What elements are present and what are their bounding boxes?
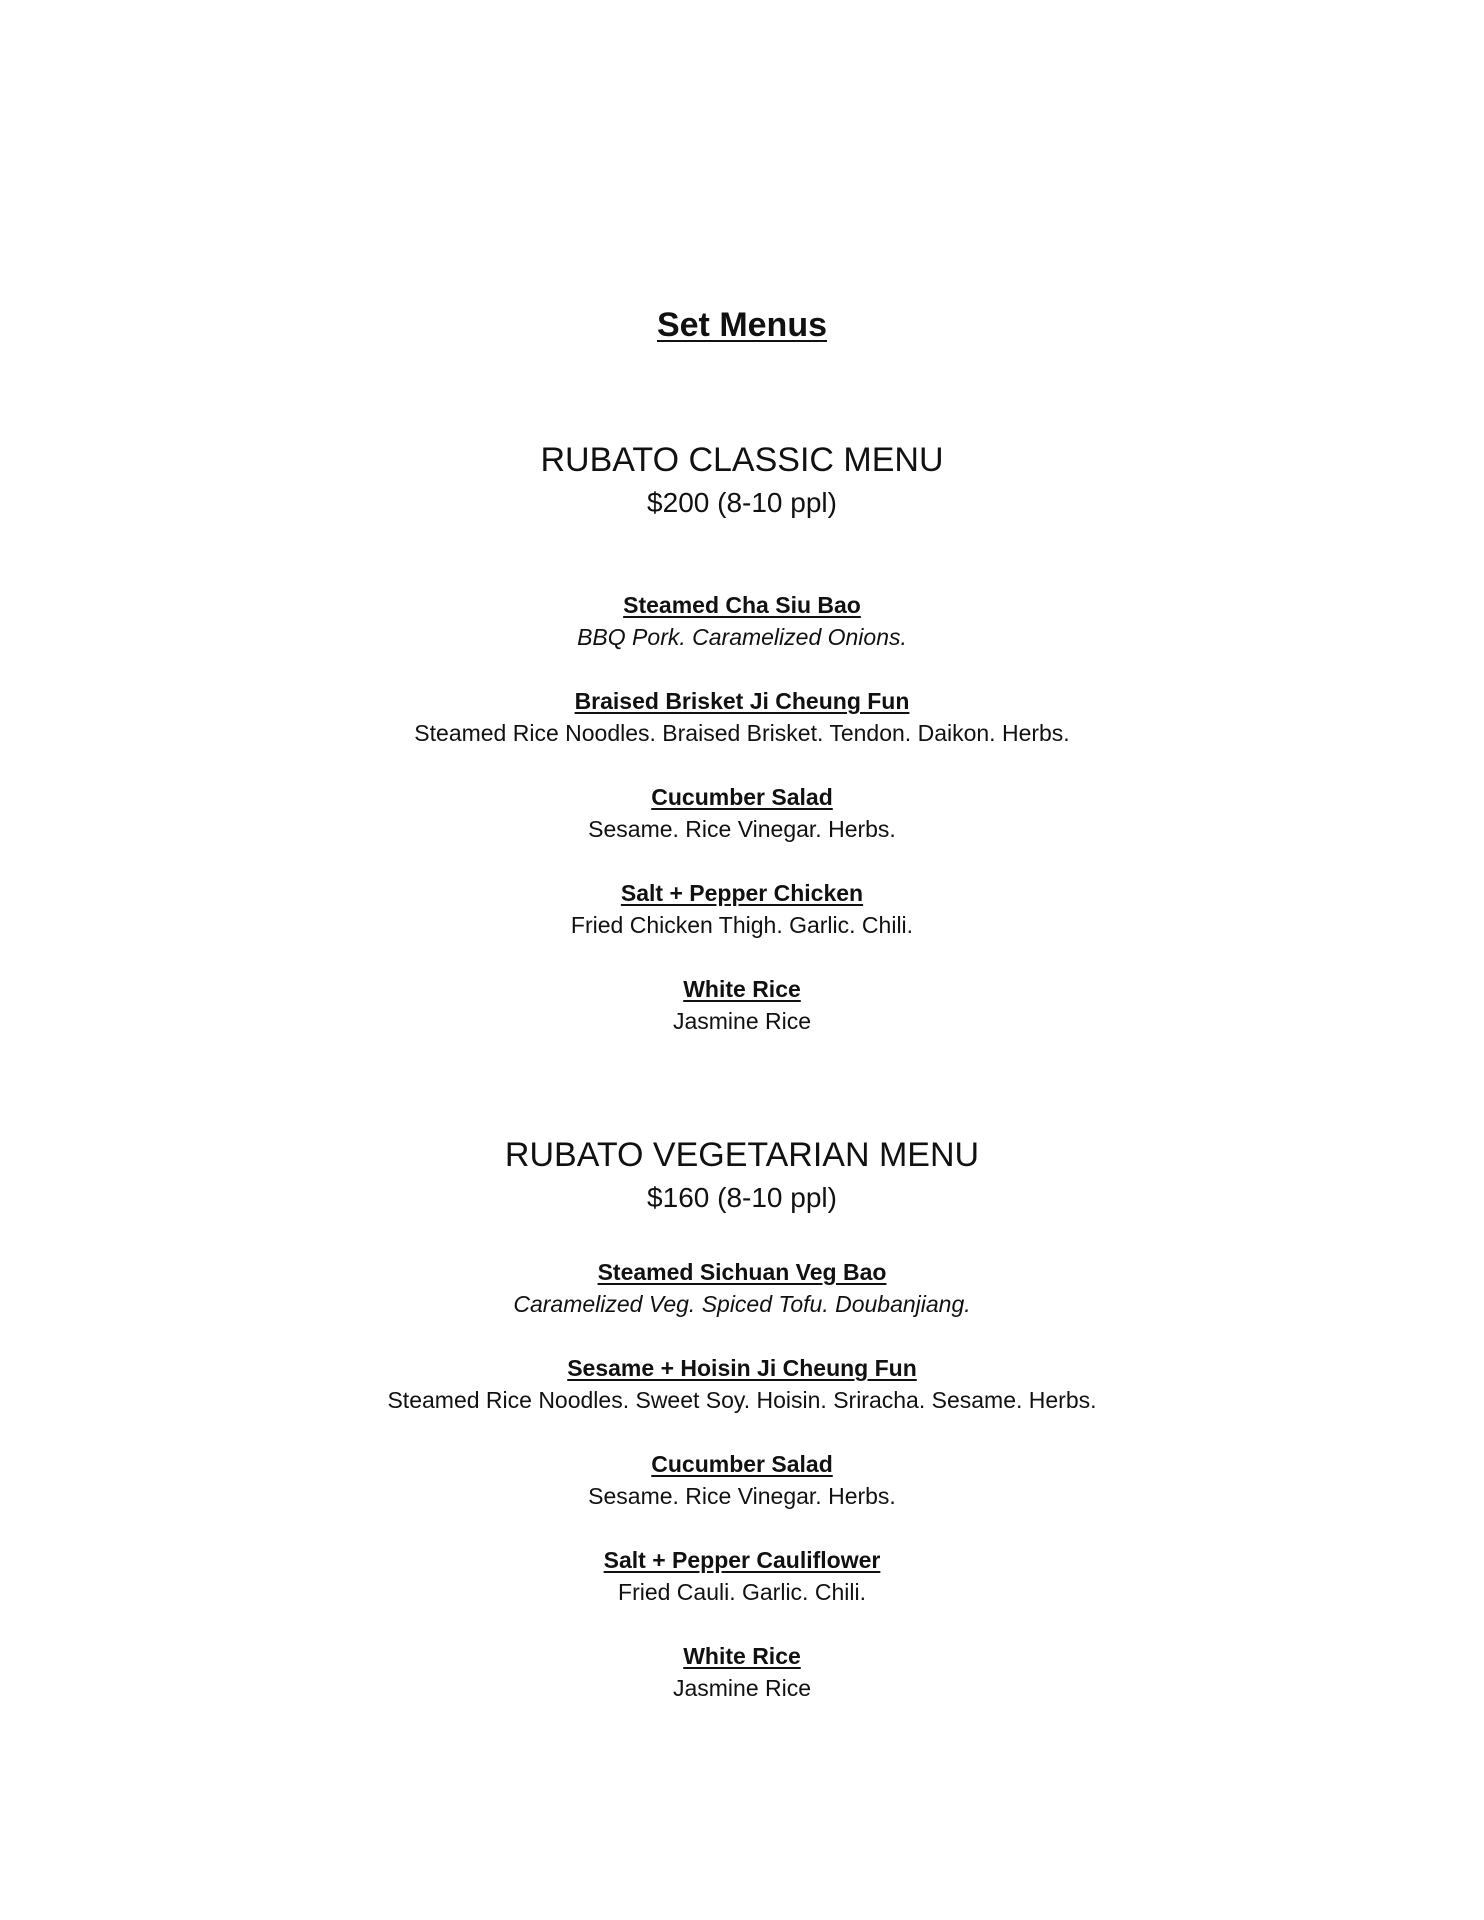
- dish-description: Steamed Rice Noodles. Braised Brisket. Tendon. Daikon. Herbs.: [414, 720, 1070, 746]
- dish-name: Steamed Sichuan Veg Bao: [597, 1259, 887, 1285]
- dish-description: Sesame. Rice Vinegar. Herbs.: [588, 1483, 896, 1509]
- dish-description: Sesame. Rice Vinegar. Herbs.: [588, 816, 896, 842]
- classic-menu-price: $200 (8-10 ppl): [647, 487, 837, 518]
- classic-dish-cha-siu-bao: [0, 589, 1484, 653]
- dish-description: Caramelized Veg. Spiced Tofu. Doubanjiang.: [513, 1291, 971, 1317]
- dish-name: White Rice: [683, 1643, 801, 1669]
- dish-name: Sesame + Hoisin Ji Cheung Fun: [567, 1355, 917, 1381]
- dish-name: Braised Brisket Ji Cheung Fun: [574, 688, 910, 714]
- veg-dish-cucumber-salad: [0, 1448, 1484, 1512]
- dish-name: Cucumber Salad: [651, 1451, 833, 1477]
- dish-name: Steamed Cha Siu Bao: [623, 592, 861, 618]
- dish-name: White Rice: [683, 976, 801, 1002]
- dish-description: Jasmine Rice: [672, 1675, 812, 1701]
- veg-dish-hoisin-cheung-fun: [0, 1352, 1484, 1416]
- dish-name: Salt + Pepper Chicken: [620, 880, 864, 906]
- dish-description: Fried Cauli. Garlic. Chili.: [618, 1579, 866, 1605]
- classic-menu-title: RUBATO CLASSIC MENU: [540, 441, 944, 479]
- dish-description: Steamed Rice Noodles. Sweet Soy. Hoisin. Sriracha. Sesame. Herbs.: [387, 1387, 1097, 1413]
- veg-dish-white-rice: [0, 1640, 1484, 1704]
- veg-dish-salt-pepper-cauliflower: [0, 1544, 1484, 1608]
- dish-name: Salt + Pepper Cauliflower: [603, 1547, 881, 1573]
- vegetarian-menu-title: RUBATO VEGETARIAN MENU: [504, 1136, 980, 1174]
- classic-dish-brisket-cheung-fun: [0, 685, 1484, 749]
- dish-description: BBQ Pork. Caramelized Onions.: [577, 624, 907, 650]
- classic-dish-white-rice: [0, 973, 1484, 1037]
- dish-description: Jasmine Rice: [672, 1008, 812, 1034]
- classic-dish-cucumber-salad: [0, 781, 1484, 845]
- page-title: Set Menus: [656, 306, 828, 344]
- vegetarian-menu-price: $160 (8-10 ppl): [647, 1182, 837, 1213]
- dish-name: Cucumber Salad: [651, 784, 833, 810]
- veg-dish-sichuan-bao: [0, 1256, 1484, 1320]
- classic-dish-salt-pepper-chicken: [0, 877, 1484, 941]
- dish-description: Fried Chicken Thigh. Garlic. Chili.: [570, 912, 914, 938]
